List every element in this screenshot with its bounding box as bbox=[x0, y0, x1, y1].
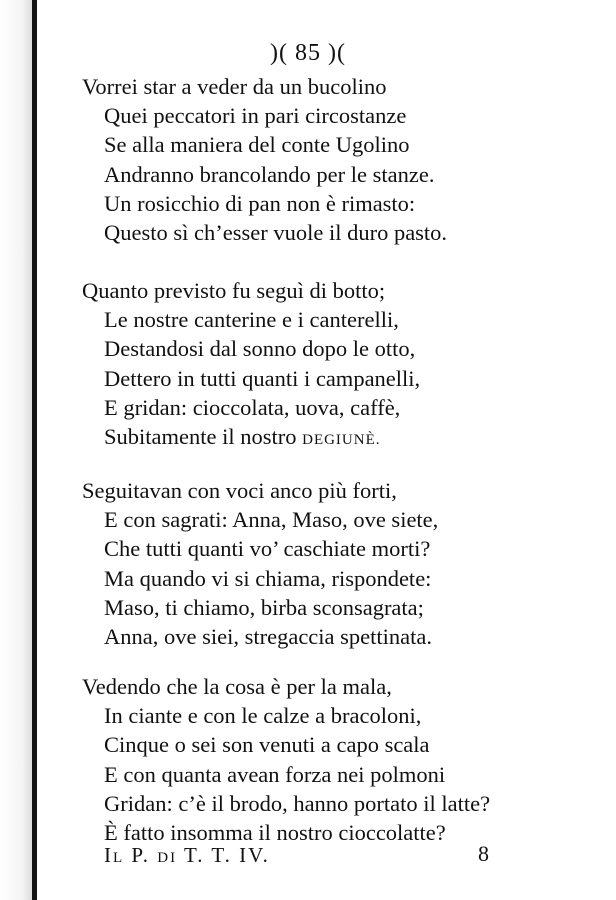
verse-line: Che tutti quanti vo’ caschiate morti? bbox=[104, 536, 431, 562]
verse-line: Quei peccatori in pari circostanze bbox=[104, 103, 407, 129]
verse-line: Dettero in tutti quanti i campanelli, bbox=[104, 365, 421, 391]
verse-line: E con sagrati: Anna, Maso, ove siete, bbox=[104, 507, 439, 533]
verse-line: In ciante e con le calze a bracoloni, bbox=[104, 703, 422, 729]
verse-line: Destandosi dal sonno dopo le otto, bbox=[104, 336, 416, 362]
verse-line: Vedendo che la cosa è per la mala, bbox=[82, 674, 392, 699]
small-caps-word: DEGIUNÈ. bbox=[302, 432, 381, 449]
verse-line: E gridan: cioccolata, uova, caffè, bbox=[104, 394, 401, 420]
signature-initial: I bbox=[104, 843, 113, 867]
signature-small: L bbox=[113, 850, 125, 866]
page-number-header: )( 85 )( bbox=[270, 40, 346, 66]
verse-line: Vorrei star a veder da un bucolino bbox=[82, 74, 387, 99]
stanza-2 bbox=[82, 276, 562, 455]
verse-line: È fatto insomma il nostro cioccolatte? bbox=[104, 820, 446, 846]
verse-line: Un rosicchio di pan non è rimasto: bbox=[104, 190, 416, 216]
signature-di: DI bbox=[157, 850, 178, 866]
verse-line: E con quanta avean forza nei polmoni bbox=[104, 761, 446, 787]
stanza-3 bbox=[82, 476, 562, 651]
verse-line: Ma quando vi si chiama, rispondete: bbox=[104, 565, 432, 591]
verse-line: Andranno brancolando per le stanze. bbox=[104, 161, 435, 187]
binding-edge bbox=[32, 0, 37, 900]
verse-line: Se alla maniera del conte Ugolino bbox=[104, 132, 410, 158]
sheet-number: 8 bbox=[478, 841, 489, 866]
verse-line: Maso, ti chiamo, birba sconsagrata; bbox=[104, 594, 424, 620]
signature-rest: P. bbox=[124, 843, 151, 867]
binding-shadow bbox=[0, 0, 32, 900]
verse-line: Anna, ove siei, stregaccia spettinata. bbox=[104, 624, 432, 650]
stanza-4 bbox=[82, 672, 562, 847]
verse-line: Quanto previsto fu seguì di botto; bbox=[82, 278, 386, 303]
verse-line: Le nostre canterine e i canterelli, bbox=[104, 307, 399, 333]
verse-line: Cinque o sei son venuti a capo scala bbox=[104, 732, 430, 758]
stanza-1 bbox=[82, 72, 562, 247]
signature-mark bbox=[104, 843, 270, 868]
verse-line: Seguitavan con voci anco più forti, bbox=[82, 478, 397, 503]
verse-line-with-caps bbox=[82, 422, 562, 455]
verse-line: Questo sì ch’esser vuole il duro pasto. bbox=[104, 220, 448, 246]
verse-line: Gridan: c’è il brodo, hanno portato il latte? bbox=[104, 790, 491, 816]
verse-text: Subitamente il nostro bbox=[104, 424, 297, 450]
signature-end: T. T. IV. bbox=[177, 843, 270, 867]
